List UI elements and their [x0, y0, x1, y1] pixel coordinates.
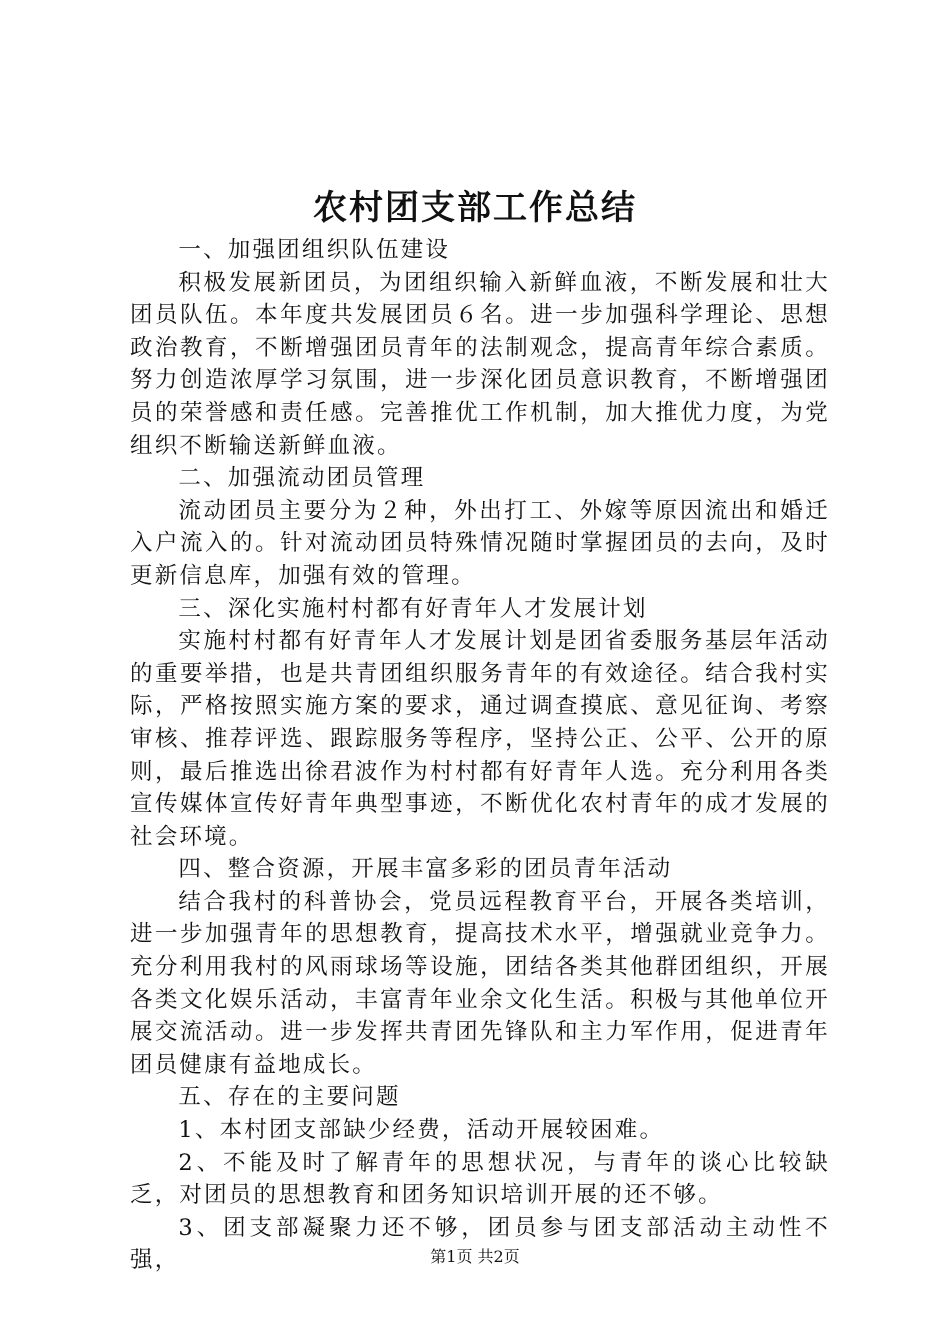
page-footer: 第1页 共2页: [430, 1247, 520, 1266]
section-heading-3: 三、深化实施村村都有好青年人才发展计划: [178, 595, 648, 622]
list-item: 2、不能及时了解青年的思想状况，与青年的谈心比较缺乏，对团员的思想教育和团务知识培训开展的还不够。: [130, 1149, 830, 1209]
list-item: 1、本村团支部缺少经费，活动开展较困难。: [178, 1117, 665, 1144]
body-paragraph: 积极发展新团员，为团组织输入新鲜血液，不断发展和壮大团员队伍。本年度共发展团员６名。进一步加强科学理论、思想政治教育，不断增强团员青年的法制观念，提高青年综合素质。努力创造浓厚学习氛围，进一步深化团员意识教育，不断增强团员的荣誉感和责任感。完善推优工作机制，加大推优力度，为党组织不断输送新鲜血液。: [130, 269, 830, 459]
body-paragraph: 结合我村的科普协会，党员远程教育平台，开展各类培训，进一步加强青年的思想教育，提高技术水平，增强就业竞争力。充分利用我村的风雨球场等设施，团结各类其他群团组织，开展各类文化娱乐活动，丰富青年业余文化生活。积极与其他单位开展交流活动。进一步发挥共青团先锋队和主力军作用，促进青年团员健康有益地成长。: [130, 888, 830, 1078]
list-item: 3、团支部凝聚力还不够，团员参与团支部活动主动性不强，: [130, 1214, 830, 1274]
body-paragraph: 流动团员主要分为２种，外出打工、外嫁等原因流出和婚迁入户流入的。针对流动团员特殊情况随时掌握团员的去向，及时更新信息库，加强有效的管理。: [130, 497, 830, 589]
document-title: 农村团支部工作总结: [313, 188, 637, 228]
section-heading-2: 二、加强流动团员管理: [178, 465, 426, 492]
section-heading-1: 一、加强团组织队伍建设: [178, 237, 451, 263]
section-heading-5: 五、存在的主要问题: [178, 1084, 401, 1111]
section-heading-4: 四、整合资源，开展丰富多彩的团员青年活动: [178, 856, 673, 883]
document-body: [130, 234, 830, 1277]
body-paragraph: 实施村村都有好青年人才发展计划是团省委服务基层年活动的重要举措，也是共青团组织服务青年的有效途径。结合我村实际，严格按照实施方案的要求，通过调查摸底、意见征询、考察审核、推荐评选、跟踪服务等程序，坚持公正、公平、公开的原则，最后推选出徐君波作为村村都有好青年人选。充分利用各类宣传媒体宣传好青年典型事迹，不断优化农村青年的成才发展的社会环境。: [130, 628, 830, 850]
